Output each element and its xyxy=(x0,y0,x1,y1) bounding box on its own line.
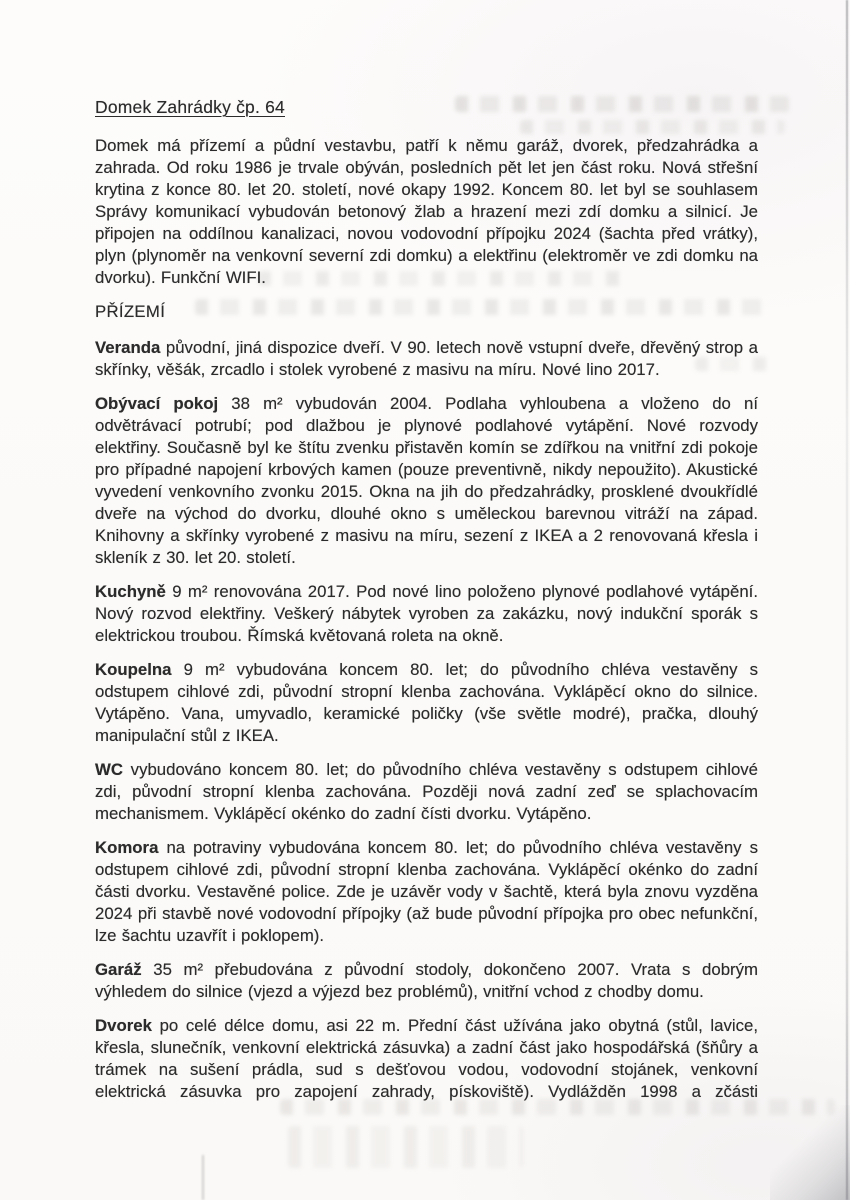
room-text-koupelna: 9 m² vybudována koncem 80. let; do původního chléva vestavěny s odstupem cihlové zdi, původní stropní klenba zachována. Vyklápěcí okno do silnice. Vytápěno. Vana, umyvadlo, keramické poličky (vše světle modré), pračka, dlouhý manipulační stůl z IKEA. xyxy=(95,660,758,745)
room-label-komora: Komora xyxy=(95,838,159,857)
room-label-koupelna: Koupelna xyxy=(95,660,172,679)
room-paragraph-wc xyxy=(95,759,758,825)
room-label-garaz: Garáž xyxy=(95,960,142,979)
room-text-obyvaci-pokoj: 38 m² vybudován 2004. Podlaha vyhloubena a vloženo do ní odvětrávací potrubí; pod dlažbou je plynové podlahové vytápění. Nové rozvody elektřiny. Současně byl ke štítu zvenku přistavěn komín se zdířkou na vnitřní zdi pokoje pro případné napojení krbových kamen (pouze preventivně, nikdy nepoužito). Akustické vyvedení venkovního zvonku 2015. Okna na jih do předzahrádky, prosklené dvoukřídlé dveře na východ do dvorku, dlouhé okno s uměleckou barevnou vitráží na západ. Knihovny a skřínky vyrobené z masivu na míru, sezení z IKEA a 2 renovovaná křesla i skleník z 30. let 20. století. xyxy=(95,394,758,567)
room-text-veranda: původní, jiná dispozice dveří. V 90. letech nově vstupní dveře, dřevěný strop a skřínky, věšák, zrcadlo i stolek vyrobené z masivu na míru. Nové lino 2017. xyxy=(95,338,758,379)
scan-bleedthrough-smudge xyxy=(288,1126,523,1168)
document-content xyxy=(95,97,758,1115)
intro-paragraph: Domek má přízemí a půdní vestavbu, patří k němu garáž, dvorek, předzahrádka a zahrada. Od roku 1986 je trvale obýván, posledních pět let jen část roku. Nová střešní krytina z konce 80. let 20. století, nové okapy 1992. Koncem 80. let byl se souhlasem Správy komunikací vybudován betonový žlab a hrazení mezi zdí domku a silnicí. Je připojen na oddílnou kanalizaci, novou vodovodní přípojku 2024 (šachta před vrátky), plyn (plynoměr na venkovní severní zdi domku) a elektřinu (elektroměr ve zdi domku na dvorku). Funkční WIFI. xyxy=(95,136,758,287)
room-label-kuchyne: Kuchyně xyxy=(95,582,166,601)
room-label-obyvaci-pokoj: Obývací pokoj xyxy=(95,394,219,413)
room-text-kuchyne: 9 m² renovována 2017. Pod nové lino položeno plynové podlahové vytápění. Nový rozvod elektřiny. Veškerý nábytek vyroben za zakázku, nový indukční sporák s elektrickou troubou. Římská květovaná roleta na okně. xyxy=(95,582,758,645)
room-paragraph-komora xyxy=(95,837,758,947)
room-paragraph-garaz xyxy=(95,959,758,1003)
room-paragraph-dvorek xyxy=(95,1015,758,1103)
scan-streak-artifact xyxy=(202,1155,204,1200)
room-paragraph-koupelna xyxy=(95,659,758,747)
room-label-dvorek: Dvorek xyxy=(95,1016,152,1035)
section-heading-prizemi: PŘÍZEMÍ xyxy=(95,302,166,321)
page-corner-shadow xyxy=(770,1105,850,1200)
page-edge-shadow xyxy=(846,0,848,1200)
room-text-dvorek: po celé délce domu, asi 22 m. Přední část užívána jako obytná (stůl, lavice, křesla, slunečník, venkovní elektrická zásuvka) a zadní část jako hospodářská (šňůry a trámek na sušení prádla, sud s dešťovou vodou, vodovodní stojánek, venkovní elektrická zásuvka pro zapojení zahrady, pískoviště). Vydlážděn 1998 a zčásti xyxy=(95,1016,758,1101)
room-text-wc: vybudováno koncem 80. let; do původního chléva vestavěny s odstupem cihlové zdi, původní stropní klenba zachována. Později nová zadní zeď se splachovacím mechanismem. Vyklápěcí okénko do zadní čísti dvorku. Vytápěno. xyxy=(95,760,758,823)
room-text-garaz: 35 m² přebudována z původní stodoly, dokončeno 2007. Vrata s dobrým výhledem do silnice (vjezd a výjezd bez problémů), vnitřní vchod z chodby domu. xyxy=(95,960,758,1001)
room-label-wc: WC xyxy=(95,760,123,779)
room-label-veranda: Veranda xyxy=(95,338,161,357)
room-paragraph-obyvaci-pokoj xyxy=(95,393,758,569)
document-title: Domek Zahrádky čp. 64 xyxy=(95,97,285,117)
room-text-komora: na potraviny vybudována koncem 80. let; do původního chléva vestavěny s odstupem cihlové zdi, původní stropní klenba zachována. Vyklápěcí okénko do zadní části dvorku. Vestavěné police. Zde je uzávěr vody v šachtě, která byla znovu vyzděna 2024 při stavbě nové vodovodní přípojky (až bude původní přípojka pro obec nefunkční, lze šachtu uzavřít i poklopem). xyxy=(95,838,758,945)
room-paragraph-veranda xyxy=(95,337,758,381)
room-paragraph-kuchyne xyxy=(95,581,758,647)
